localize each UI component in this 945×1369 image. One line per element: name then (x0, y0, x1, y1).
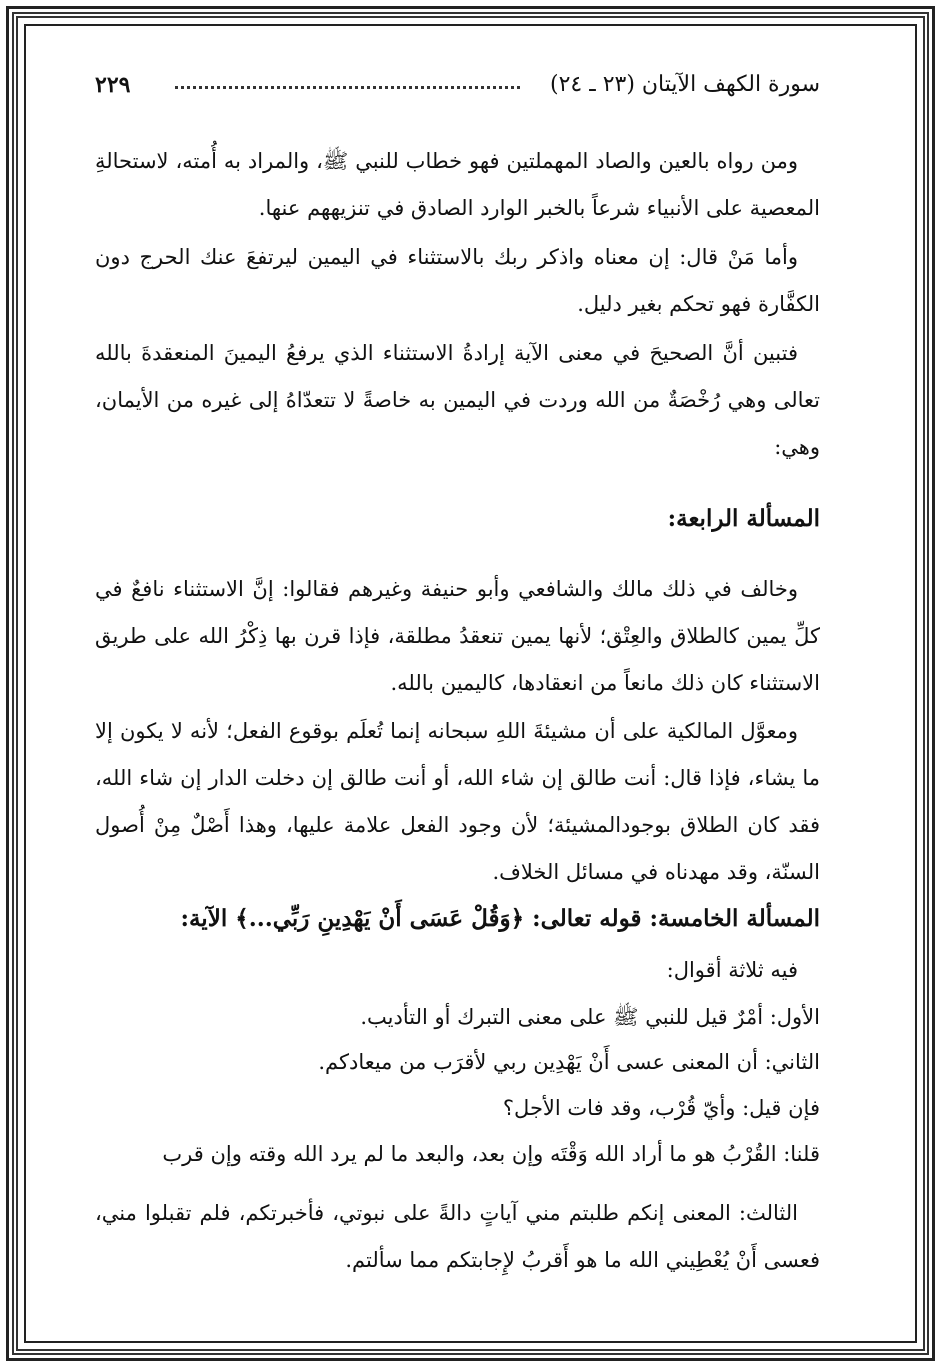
paragraph-text: ومن رواه بالعين والصاد المهملتين فهو خطاب للنبي ﷺ، والمراد به أُمته، لاستحالةِ المعصية على الأنبياء شرعاً بالخبر الوارد الصادق في تنزيههم عنها. (95, 149, 820, 220)
paragraph-text: وأما مَنْ قال: إن معناه واذكر ربك بالاستثناء في اليمين ليرتفعَ عنك الحرج دون الكفَّارة فهو تحكم بغير دليل. (95, 245, 820, 316)
paragraph-text: فتبين أنَّ الصحيحَ في معنى الآية إرادةُ الاستثناء الذي يرفعُ اليمينَ المنعقدةَ بالله تعالى وهي رُخْصَةٌ من الله وردت في اليمين به خاصةً لا تتعدّاهُ إلى غيره من الأيمان، وهي: (95, 341, 820, 459)
header-title: سورة الكهف الآيتان (٢٣ ـ ٢٤) (550, 72, 820, 97)
list-intro: فيه ثلاثة أقوال: (666, 958, 798, 982)
page-number: ٢٢٩ (95, 72, 131, 98)
header-dot-leader (175, 86, 520, 89)
paragraph-1 (95, 138, 820, 232)
paragraph-final (95, 1190, 820, 1284)
list-item-question: فإن قيل: وأيّ قُرْب، وقد فات الأجل؟ (502, 1096, 820, 1120)
paragraph-3 (95, 330, 820, 471)
paragraph-2 (95, 234, 820, 328)
section-heading-5: المسألة الخامسة: قوله تعالى: ﴿وَقُلْ عَسَى أَنْ يَهْدِينِ رَبِّي...﴾ الآية: (180, 905, 820, 932)
paragraph-5 (95, 708, 820, 896)
paragraph-text: وخالف في ذلك مالك والشافعي وأبو حنيفة وغيرهم فقالوا: إنَّ الاستثناء نافعٌ في كلِّ يمين كالطلاق والعِتْق؛ لأنها يمين تنعقدُ مطلقة، فإذا قرن بها ذِكْرُ الله على طريق الاستثناء كان ذلك مانعاً من انعقادها، كاليمين بالله. (95, 577, 820, 695)
paragraph-text: الثالث: المعنى إنكم طلبتم مني آياتٍ دالةً على نبوتي، فأخبرتكم، فلم تقبلوا مني، فعسى أَنْ يُعْطِيني الله ما هو أَقربُ لإِجابتكم مما سألتم. (95, 1201, 820, 1272)
paragraph-text: ومعوَّل المالكية على أن مشيئةَ اللهِ سبحانه إنما تُعلَم بوقوع الفعل؛ لأنه لا يكون إلا ما يشاء، فإذا قال: أنت طالق إن شاء الله، أو أنت طالق إن دخلت الدار إن شاء الله، فقد كان الطلاق بوجودالمشيئة؛ لأن وجود الفعل علامة عليها، وهذا أَصْلٌ مِنْ أُصول السنّة، وقد مهدناه في مسائل الخلاف. (95, 719, 820, 884)
list-item-second: الثاني: أن المعنى عسى أَنْ يَهْدِين ربي لأقرَب من ميعادكم. (318, 1050, 820, 1074)
paragraph-4 (95, 566, 820, 707)
list-item-first: الأول: أمْرٌ قيل للنبي ﷺ على معنى التبرك أو التأديب. (360, 1005, 820, 1029)
running-header (95, 72, 820, 112)
section-heading-4: المسألة الرابعة: (667, 505, 820, 532)
list-item-answer: قلنا: القُرْبُ هو ما أراد الله وَقْتَه وإن بعد، والبعد ما لم يرد الله وقته وإن قرب (162, 1142, 820, 1166)
